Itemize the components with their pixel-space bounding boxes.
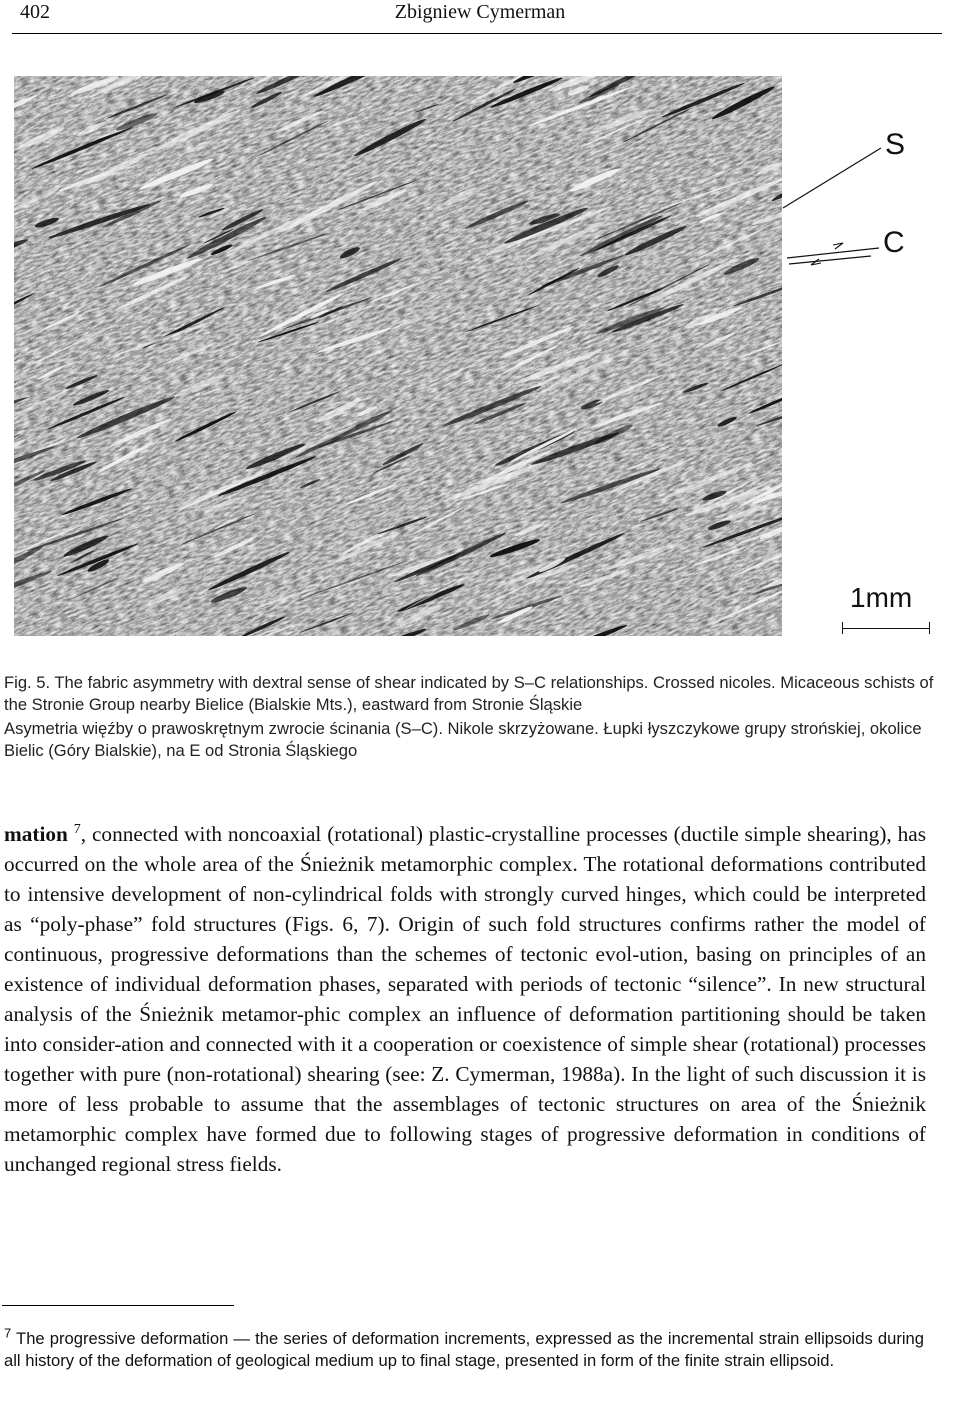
footnote-number: 7 (4, 1325, 12, 1341)
footnote (4, 1325, 924, 1372)
body-paragraph (4, 819, 926, 1179)
s-c-lines (775, 120, 950, 290)
scale-line (842, 628, 930, 629)
page-header (0, 0, 960, 38)
scale-bar (836, 582, 936, 652)
c-surface-label: C (883, 226, 905, 259)
body-paragraph-text (4, 819, 926, 1179)
page-number: 402 (20, 1, 50, 23)
footnote-paragraph (4, 1325, 924, 1372)
lead-word: mation (4, 822, 68, 846)
figure-caption (4, 672, 934, 762)
body-text: , connected with noncoaxial (rotational) plastic-crystalline processes (ductile simple shearing), has occurred on the whole area of the Śnieżnik metamorphic complex. The rotational deformations contributed to intensive development of non-cylindrical folds with strongly curved hinges, which could be interpreted as “poly-phase” fold structures (Figs. 6, 7). Origin of such fold structures confirms rather the model of continuous, progressive deformations than the schemes of tectonic evol-ution, basing on principles of an existence of individual deformation phases, separated with periods of tectonic “silence”. In new structural analysis of the Śnieżnik metamor-phic complex an influence of deformation partitioning should be taken into consider-ation and connected with it a cooperation or coexistence of simple shear (rotational) processes together with pure (non-rotational) shearing (see: Z. Cymerman, 1988a). In the light of such discussion it is more of less probable to assume that the assemblages of tectonic structures on area of the Śnieżnik metamorphic complex have formed due to following stages of progressive deformation in conditions of unchanged regional stress fields. (4, 822, 926, 1176)
micrograph-image (14, 76, 782, 636)
scale-tick-right (929, 622, 930, 634)
scale-tick-left (842, 622, 843, 634)
header-rule (12, 33, 942, 34)
running-head: Zbigniew Cymerman (394, 1, 566, 23)
caption-polish: Asymetria więźby o prawoskrętnym zwrocie ścinania (S–C). Nikole skrzyżowane. Łupki łyszczykowe grupy strońskiej, okolice Bielic (Góry Bialskie), na E od Stronia Śląskiego (4, 719, 922, 760)
s-surface-label: S (885, 128, 906, 161)
footnote-reference[interactable]: 7 (73, 821, 81, 837)
footnote-text: The progressive deformation — the series of deformation increments, expressed as the incremental strain ellipsoids during all history of the deformation of geological medium up to final stage, presented in form of the finite strain ellipsoid. (4, 1329, 924, 1370)
scale-label: 1mm (850, 582, 913, 613)
footnote-rule (2, 1305, 234, 1306)
caption-english: Fig. 5. The fabric asymmetry with dextral sense of shear indicated by S–C relationships. Crossed nicoles. Micaceous schists of the Stronie Group nearby Bielice (Bialskie Mts.), eastward from Stronie Śląskie (4, 673, 934, 714)
micrograph-figure (14, 76, 782, 636)
s-c-fabric-labels (775, 120, 950, 290)
